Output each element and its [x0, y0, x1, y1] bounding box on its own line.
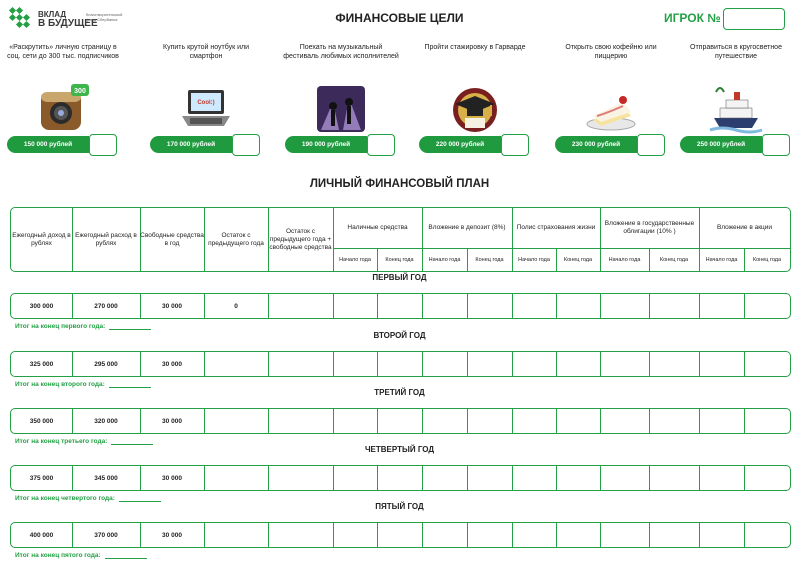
cell-input[interactable]: [422, 523, 467, 547]
goal-price: 250 000 рублей: [680, 136, 762, 153]
goal-card: [148, 44, 264, 160]
group-insurance: Полис страхования жизни: [516, 224, 596, 231]
cell-income: 325 000: [29, 360, 54, 368]
plan-title: ЛИЧНЫЙ ФИНАНСОВЫЙ ПЛАН: [309, 178, 490, 190]
year-total-label: Итог на конец пятого года:: [15, 552, 101, 559]
cell-input[interactable]: [556, 294, 600, 318]
cell-free: 30 000: [162, 302, 182, 310]
cell-free: 30 000: [162, 417, 182, 425]
goal-text: Поехать на музыкальный фестиваль любимых исполнителей: [283, 44, 399, 60]
cell-input[interactable]: [467, 409, 512, 433]
cell-input[interactable]: [467, 466, 512, 490]
cell-input[interactable]: [422, 352, 467, 376]
cell-input[interactable]: [268, 294, 333, 318]
cell-input[interactable]: [556, 466, 600, 490]
cell-input[interactable]: [600, 352, 649, 376]
goal-card: [553, 44, 669, 160]
cell-input[interactable]: [744, 466, 790, 490]
cell-input[interactable]: [422, 294, 467, 318]
col-remainder-plus-free: Остаток с предыдущего года + свободные средства: [269, 227, 332, 251]
sub-end: Конец года: [659, 256, 689, 263]
cell-expense: 295 000: [94, 360, 118, 368]
goal-checkbox[interactable]: [637, 134, 665, 156]
cell-expense: 345 000: [94, 474, 118, 482]
goal-badge: 300: [74, 88, 86, 95]
goal-price: 230 000 рублей: [555, 136, 637, 153]
cell-input[interactable]: [649, 294, 699, 318]
goal-price: 170 000 рублей: [150, 136, 232, 153]
cell-input[interactable]: [556, 409, 600, 433]
instagram-camera-icon: [35, 80, 91, 136]
cell-input[interactable]: [649, 466, 699, 490]
cell-expense: 370 000: [94, 531, 118, 539]
goal-text: Открыть свою кофейню или пиццерию: [565, 44, 657, 60]
cell-input[interactable]: [600, 409, 649, 433]
player-number-field[interactable]: [723, 8, 785, 30]
goal-price: 190 000 рублей: [285, 136, 367, 153]
cell-input[interactable]: [467, 523, 512, 547]
cell-input[interactable]: [512, 294, 556, 318]
year-total: [15, 323, 151, 330]
group-stocks: Вложение в акции: [716, 224, 773, 231]
cell-remainder[interactable]: 0: [234, 302, 238, 310]
cell-income: 350 000: [29, 417, 54, 425]
cell-input[interactable]: [556, 523, 600, 547]
cell-input[interactable]: [377, 294, 422, 318]
year-total-label: Итог на конец второго года:: [15, 381, 105, 388]
cell-input[interactable]: [268, 409, 333, 433]
cell-remainder[interactable]: [204, 352, 268, 376]
goal-price: 150 000 рублей: [7, 136, 89, 153]
cell-input[interactable]: [600, 466, 649, 490]
cell-income: 300 000: [29, 302, 54, 310]
year-title: ЧЕТВЕРТЫЙ ГОД: [364, 445, 435, 454]
cell-input[interactable]: [556, 352, 600, 376]
year-row: [10, 408, 791, 434]
year-total: [15, 552, 147, 559]
goal-card: [283, 44, 399, 160]
group-cash: Наличные средства: [347, 224, 408, 231]
cell-input[interactable]: [600, 294, 649, 318]
year-total-label: Итог на конец первого года:: [15, 323, 106, 330]
cell-free: 30 000: [162, 474, 182, 482]
cruise-ship-icon: [708, 80, 764, 136]
cell-input[interactable]: [699, 409, 744, 433]
cell-input[interactable]: [512, 352, 556, 376]
sub-start: Начало года: [518, 256, 550, 263]
cell-income: 375 000: [29, 474, 54, 482]
sub-start: Начало года: [705, 256, 738, 263]
cake-icon: [583, 80, 639, 136]
cell-expense: 270 000: [94, 302, 118, 310]
logo-subtitle: благотворительный фонд Сбербанка: [86, 12, 123, 22]
goal-text: Купить крутой ноутбук или смартфон: [163, 44, 249, 60]
cell-input[interactable]: [333, 466, 377, 490]
goal-text: Отправиться в кругосветное путешествие: [690, 44, 782, 60]
cell-input[interactable]: [377, 466, 422, 490]
col-remainder: Остаток с предыдущего года: [208, 231, 264, 247]
cell-input[interactable]: [377, 523, 422, 547]
year-total: [15, 381, 151, 388]
cell-input[interactable]: [744, 352, 790, 376]
goal-checkbox[interactable]: [762, 134, 790, 156]
cell-input[interactable]: [649, 409, 699, 433]
goal-checkbox[interactable]: [89, 134, 117, 156]
year-row: [10, 465, 791, 491]
goal-card: [5, 44, 121, 160]
cell-input[interactable]: [649, 352, 699, 376]
goal-text: «Раскрутить» личную страницу в соц. сети до 300 тыс. подписчиков: [7, 44, 119, 60]
goal-checkbox[interactable]: [367, 134, 395, 156]
graduation-cap-icon: [447, 80, 503, 136]
cell-input[interactable]: [467, 294, 512, 318]
col-free: Свободные средства в год: [140, 231, 204, 247]
logo-line2: В БУДУЩЕЕ: [38, 18, 98, 29]
cell-input[interactable]: [422, 409, 467, 433]
cell-input[interactable]: [333, 352, 377, 376]
year-row: [10, 351, 791, 377]
player-label: ИГРОК №: [664, 11, 721, 25]
cell-remainder[interactable]: [204, 523, 268, 547]
cell-expense: 320 000: [94, 417, 118, 425]
goal-card: [678, 44, 794, 160]
cell-input[interactable]: [268, 523, 333, 547]
cell-input[interactable]: [377, 409, 422, 433]
plan-header: [10, 207, 791, 272]
cell-input[interactable]: [699, 466, 744, 490]
goal-price: 220 000 рублей: [419, 136, 501, 153]
laptop-icon: [178, 80, 234, 136]
year-row: [10, 293, 791, 319]
cell-input[interactable]: [268, 352, 333, 376]
cell-input[interactable]: [699, 352, 744, 376]
cell-input[interactable]: [744, 409, 790, 433]
year-total-label: Итог на конец третьего года:: [15, 438, 108, 445]
cell-free: 30 000: [162, 531, 182, 539]
cell-input[interactable]: [333, 294, 377, 318]
page-title: ФИНАНСОВЫЕ ЦЕЛИ: [335, 11, 464, 25]
year-total: [15, 438, 153, 445]
year-title: ПЕРВЫЙ ГОД: [372, 273, 427, 282]
year-total-label: Итог на конец четвертого года:: [15, 495, 115, 502]
group-bonds: Вложение в государственные облигации (10% ): [604, 220, 695, 235]
cell-input[interactable]: [699, 523, 744, 547]
sub-end: Конец года: [385, 256, 414, 263]
year-title: ТРЕТИЙ ГОД: [374, 388, 425, 397]
goal-checkbox[interactable]: [232, 134, 260, 156]
cell-input[interactable]: [333, 523, 377, 547]
sub-start: Начало года: [608, 256, 641, 263]
cell-input[interactable]: [422, 466, 467, 490]
cell-input[interactable]: [512, 523, 556, 547]
cell-input[interactable]: [600, 523, 649, 547]
goal-checkbox[interactable]: [501, 134, 529, 156]
cell-input[interactable]: [377, 352, 422, 376]
group-deposit: Вложение в депозит (8%): [428, 224, 506, 231]
cell-remainder[interactable]: [204, 466, 268, 490]
cell-input[interactable]: [467, 352, 512, 376]
year-total-field[interactable]: [109, 329, 151, 330]
sub-end: Конец года: [752, 256, 782, 263]
year-total: [15, 495, 161, 502]
cell-input[interactable]: [268, 466, 333, 490]
cell-remainder[interactable]: [204, 409, 268, 433]
goal-text: Пройти стажировку в Гарварде: [424, 44, 526, 51]
cell-free: 30 000: [162, 360, 182, 368]
cell-input[interactable]: [512, 466, 556, 490]
cell-input[interactable]: [699, 294, 744, 318]
year-row: [10, 522, 791, 548]
sub-start: Начало года: [339, 256, 371, 263]
sub-end: Конец года: [475, 256, 504, 263]
logo-line1: ВКЛАД: [38, 10, 67, 19]
col-expense: Ежегодный расход в рублях: [75, 231, 137, 247]
music-festival-icon: [313, 80, 369, 136]
goal-card: [417, 44, 533, 160]
cell-input[interactable]: [333, 409, 377, 433]
goal-badge: Cool:): [197, 100, 215, 106]
sub-end: Конец года: [563, 256, 593, 263]
year-title: ВТОРОЙ ГОД: [373, 331, 426, 340]
col-income: Ежегодный доход в рублях: [12, 231, 71, 247]
cell-input[interactable]: [744, 523, 790, 547]
cell-input[interactable]: [744, 294, 790, 318]
cell-input[interactable]: [649, 523, 699, 547]
cell-input[interactable]: [512, 409, 556, 433]
year-title: ПЯТЫЙ ГОД: [375, 502, 424, 511]
sub-start: Начало года: [428, 256, 461, 263]
year-total-field[interactable]: [105, 558, 147, 559]
cell-income: 400 000: [29, 531, 54, 539]
